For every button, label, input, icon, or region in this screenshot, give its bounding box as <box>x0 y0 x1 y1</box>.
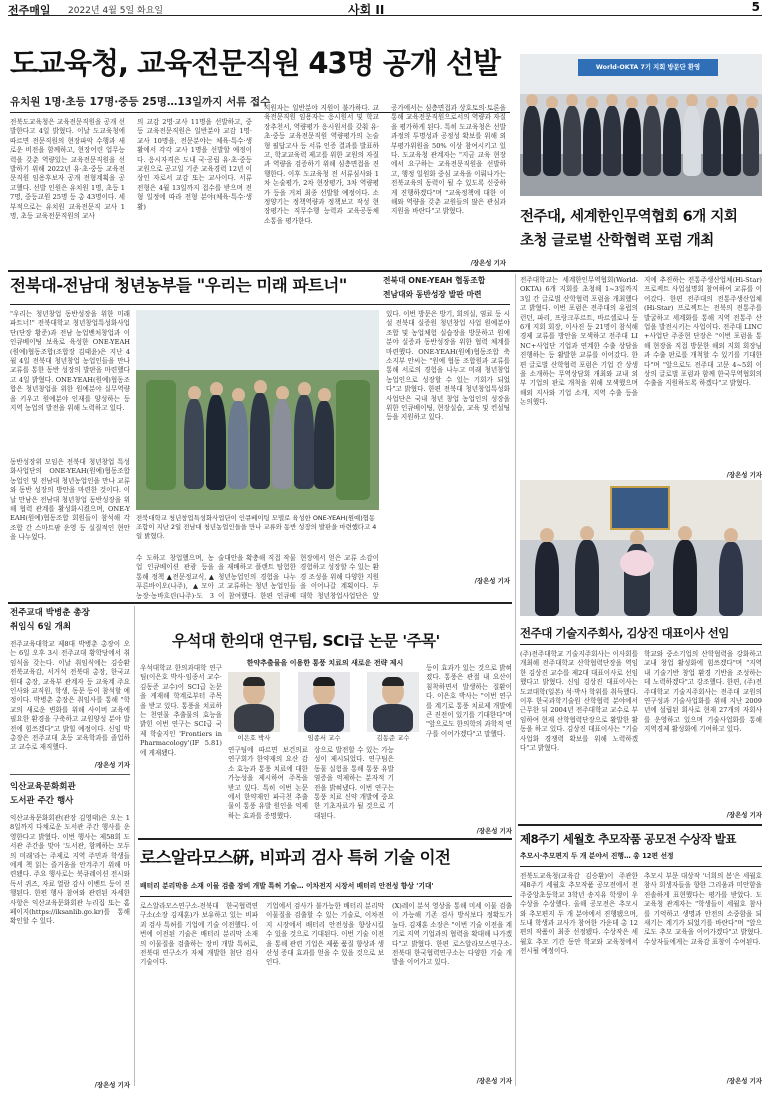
a7-portrait-1 <box>228 672 280 732</box>
a7-col4: 등이 효과가 있는 것으로 밝혀졌다. 통풍은 관절 내 요산이 침착하면서 발생하는 질환이다. 이은호 박사는 "이번 연구를 계기로 통풍 치료제 개발에 큰 진전이 있기를 기대한다"며 "앞으로도 한의학의 과학적 연구를 이어가겠다"고 말했다. <box>426 664 512 738</box>
a2-welcome-banner: World-OKTA 7기 지회 방문단 환영 <box>578 59 718 76</box>
a3-headline: 전북대-전남대 청년농부들 "우리는 미래 파트너" <box>10 276 347 295</box>
a4-byline: /장은성 기자 <box>94 761 130 769</box>
masthead <box>8 0 762 16</box>
a1-col2: 의 교감 2명·교사 11명을 선발하고, 중등 교육전문직원은 일반분야 교감 1명·교사 10명을, 전문분야는 체육·특수·생활에서 각각 교사 1명을 선발할 예정이다. 응시자격은 도내 국·공립 유·초·중등 교원으로 공고일 기준 교육경력 12년 이상인 자로서 교감 또는 교사이다. 서류 전형은 4월 13일까지 접수를 받으며 전형 일정에 따라 전형 분야(체육·특수·생활) <box>137 118 252 211</box>
a3-col3: 있다. 이번 방문은 방기, 회의실, 염료 등 시설 전북대 실증원 청년창업 사업 원예분야 조합 및 농업체험 실습장을 방문하고 원예분야 실증과 동반성장을 위한 협력 체계를 마련했다. ONE-YEAH(원예)협동조합 축소지부 안씨는 "원예 협동 조합원과 교류를 통해 서로의 경험을 나누고 미래 청년창업 농업인으로 성장할 수 있는 기회가 되었다"고 밝혔다. 한편 전북대 청년창업특성화사업단은 국내 청년 창업 농업인의 성장을 위한 인큐베이팅, 현장실습, 교육 및 컨설팅 등을 지원하고 있다. <box>386 310 510 422</box>
newspaper-logo: 전주매일 <box>8 4 51 17</box>
a7-byline: /장은성 기자 <box>476 827 512 835</box>
a3-col-b3: 현장에서 얻은 교류 소감이 경험하고 성장할 수 있는 환경 조성을 위해 다양한 지원을 이어나갈 계획이다. 두 대학 청년창업사업단은 앞 <box>300 554 379 600</box>
a9-headline: 제8주기 세월호 추모작품 공모전 수상작 발표 <box>520 832 736 846</box>
section-divider-1 <box>8 270 762 272</box>
a2-col1: 전주대학교는 세계한인무역협회(World-OKTA) 6개 지회를 초청해 1~3일까지 3일 간 글로벌 산학협력 포럼을 개최했다고 밝혔다. 이번 포럼은 전주대의 유럽의 런던, 파리, 프랑크푸르트, 바르셀로나 등 6개 지회 회장, 이사진 등 21명이 참석해 경제 교류를 방안을 모색하고 전주대 LINC+사업단 기업과 연계한 수출 상담을 진행하는 등 활발한 교류를 이어갔다. 한편 글로벌 산학협력 포럼은 기업 간 상생을 소개하는 무역상담회 개최와 교내 외부 기업의 판로 개척을 위해 모색했으며 해외 지사와 기업 소개, 지역 수출 등을 논의했다. <box>520 276 638 407</box>
a8-headline: 로스알라모스硏, 비파괴 검사 특허 기술 이전 <box>140 848 451 867</box>
a2-headline-2: 초청 글로벌 산학협력 포럼 개최 <box>520 233 714 249</box>
a7-portrait-2 <box>298 672 350 732</box>
a9-subhead: 추모시·추모편지 두 개 분야서 진행… 총 12편 선정 <box>520 852 674 860</box>
a6-col2: 학교와 중소기업의 산학협력을 강화하고 교내 창업 활성화에 힘쓰겠다"며 "지역 내 기술기반 창업 환경 기반을 조성하는데 노력하겠다"고 강조했다. 한편, (주)전주대학교 기술지주회사는 전주대 교원의 연구성과 기술사업화를 위해 지난 2009년에 설립된 회사로 현재 27개의 자회사를 운영하고 있으며 기술사업화를 통해 지역경제 활성화에 기여하고 있다. <box>644 650 762 734</box>
a3-rule <box>10 304 510 305</box>
a4-a5-divider <box>10 774 130 775</box>
a7-portrait-3 <box>367 672 419 732</box>
a6-headline: 전주대 기술지주회사, 김상진 대표이사 선임 <box>520 626 729 640</box>
a6-col1: (주)전주대학교 기술지주회사는 이사회를 개최해 전주대학교 산학협력단장을 역임한 김상진 교수를 제2대 대표이사로 선임했다고 밝혔다. 신임 김상진 대표이사는 도쿄대학(일본) 석·박사 학위를 취득했다. 이후 한국과학기술원 산학협력 분야에서 근무한 뒤 2004년 전주대학교 교수로 부임하여 현재 산학협력단장으로 활발한 활동을 하고 있다. 김상진 대표이사는 "기술사업화 경쟁력 확보를 위해 노력하겠다"고 밝혔다. <box>520 650 638 753</box>
a5-subhead: 도서관 주간 행사 <box>10 796 74 806</box>
a7-headline: 우석대 한의대 연구팀, SCI급 논문 '주목' <box>172 632 440 650</box>
a3-col-b2: 술대안을 확충해 직접 작물을 재배하고 플랜트 탐험한 청년농업인의 경험을 나누고 교류하는 청년 농업인들이 참여했다. 한편 인큐베 <box>218 554 296 600</box>
a3-photo <box>136 310 379 510</box>
a3-photo-caption: 전북대학교 청년창업특성화사업단이 인큐베이팅 모델로 육성한 ONE-YEAH(원예)협동조합이 지난 2일 전남대 청년농업인들을 만나 교류와 동반 성장의 발판을 마련했다고 4일 밝혔다. <box>136 514 377 540</box>
a3-col1: "우리는 청년창업 동반성장을 위한 미래 파트너!" 전북대학교 청년창업특성화사업단(단장 황준)과 전남 농업벤처창업과 이 인큐베이팅 보육로 육성한 ONE-YEAH(원예)협동조합(조합장 김태윤)은 지난 4월 4일 전북대 청년창업 농업인들을 만나 교류를 통한 동반 성장의 발판을 마련했다고 4일 밝혔다. ONE-YEAH(원예)협동조합은 청년창업을 위한 원예분야 실무역량을 키우고 원예분야 인재를 양성하는 등 지역 농업의 발전을 위해 노력하고 있다. <box>10 310 130 413</box>
a5-byline: /장은성 기자 <box>94 1081 130 1089</box>
a4-headline: 전주교대 박병춘 총장 <box>10 608 90 618</box>
a4-body: 전주교육대학교 제8대 박병춘 총장이 오는 6일 오후 3시 전주교대 황학당에서 취임식을 갖는다. 이날 취임식에는 김승환 전북교육감, 서거석 전북대 총장, 한국교원대 총장, 교육부 관계자 등 교육계 주요 인사와 교직원, 학생, 동문 등이 참석할 예정이다. 박병춘 총장은 취임사를 통해 "학교의 새로운 변화를 위해 사이버 교육에 필요한 환경을 구축하고 교원양성 분야 발전에 힘쓰겠다"고 밝힐 예정이다. 신임 박 총장은 전주교대 초등 교육학과를 졸업하고 교수로 재직했다. <box>10 640 130 752</box>
a3-side-head-2: 전남대와 동반성장 발판 마련 <box>383 290 482 299</box>
section-title: 사회 II <box>348 3 385 17</box>
a4-subhead: 취임식 6일 개최 <box>10 622 72 632</box>
section-divider-2 <box>8 602 512 604</box>
col-divider-right <box>515 274 516 1086</box>
section-divider-3 <box>138 838 512 840</box>
a7-portrait-1-caption: 이은호 박사 <box>237 734 271 742</box>
a9-col2: 추모시 부문 대상작 '너희의 봄'은 세월호 참사 희생자들을 향한 그리움과 미안함을 진솔하게 표현했다는 평가를 받았다. 도교육청 관계자는 "학생들이 세월호 참사를 기억하고 생명과 안전의 소중함을 되새기는 계기가 되었기를 바란다"며 "앞으로도 추모 교육을 이어가겠다"고 밝혔다. 수상자들에게는 교육감 표창이 수여된다. <box>644 872 762 946</box>
a5-body: 익산교육문화회관(관장 김영태)은 오는 18일까지 다채로운 도서관 주간 행사를 운영한다고 밝혔다. 이번 행사는 제58회 도서관 주간을 맞아 '도서관, 함께하는 모두의 미래'라는 주제로 지역 주민과 학생들에게 책 읽는 즐거움을 안겨주기 위해 마련됐다. 주요 행사로는 북큐레이션 전시와 독서 퀴즈, 자료 열람 감사 이벤트 등이 진행된다. 한편 행사 참여와 관련된 자세한 사항은 익산교육문화회관 누리집 또는 홈페이지(https://iksanlib.go.kr)를 통해 확인할 수 있다. <box>10 814 130 926</box>
a6-photo <box>520 480 762 616</box>
a8-subhead: 배터리 분리막용 소재 이물 검출 장비 개발 특허 기술… 이차전지 시장서 배터리 안전성 향상 '기대' <box>140 882 434 890</box>
a2-byline: /장은성 기자 <box>726 471 762 479</box>
a7-col1: 우석대학교 한의과대학 연구팀(이은호 박사·임종서 교수·김동준 교수)이 SCI급 논문을 게재해 학계로부터 주목을 받고 있다. 통풍을 치료하는 천연물 추출물의 효능을 밝힌 이번 연구는 SCI급 국제 학술지인 'Frontiers in Pharmacology'(IF 5.81)에 게재됐다. <box>140 664 222 757</box>
a3-side-head-1: 전북대 ONE-YEAH 협동조합 <box>383 276 486 285</box>
a7-portrait-2-caption: 임종서 교수 <box>307 734 341 742</box>
a9-col1: 전북도교육청(교육감 김승환)이 주관한 제8주기 세월호 추모작품 공모전에서 전주중앙초등학교 3학년 송지유 학생이 우수상을 수상했다. 올해 공모전은 추모시와 추모편지 두 개 분야에서 진행됐으며, 도내 학생과 교사가 참여한 가운데 총 12편의 작품이 최종 선정됐다. 수상작은 세월호 추모 기간 동안 학교와 교육청에서 전시될 예정이다. <box>520 872 638 956</box>
a8-rule <box>140 896 512 897</box>
a7-portrait-3-caption: 김동준 교수 <box>376 734 410 742</box>
a2-photo <box>520 54 762 196</box>
a1-headline: 도교육청, 교육전문직원 43명 공개 선발 <box>10 46 500 80</box>
a1-col3: 지원자는 일반분야 지원이 불가하다. 교육전문직원 임용자는 응시원서 및 학교장추천서, 역량평가 응시원서를 갖춰 유·초·중등 교육전문직원 역량평가의 논술형 필답고사 등 서류 인증 결과를 발표하고, 학교교육력 제고를 위한 교원의 자질과 역량을 검증하기 위해 심층면접을 진행한다. 이후 도교육청 전 서류심사와 1차 논술평가, 2차 현장평가, 3차 역량평가 등을 거쳐 최종 선발할 예정이다. 소정양기는 정책역량과 정책보고 작성 현장평가는 직무수행 능력과 교육공동체 소통을 평가한다. <box>264 104 379 225</box>
col-divider-left <box>134 606 135 1086</box>
a7-subhead: 한약추출물을 이용한 통풍 치료의 새로운 전략 제시 <box>246 659 404 667</box>
issue-date: 2022년 4월 5일 화요일 <box>68 6 164 16</box>
a2-headline-1: 전주대, 세계한인무역협회 6개 지회 <box>520 209 738 225</box>
a1-col4: 공가에서는 심층면접과 상호토의·토론을 통해 교육전문직원으로서의 역량과 자질을 평가하게 된다. 특히 도교육청은 선발과정의 투명성과 공정성 확보를 위해 외부평가위원을 50% 이상 참여시키고 있다. 도교육청 관계자는 "지금 교육 현장에서 요구하는 교육전문직원을 선발하고, 행정 일원화 중심 교육을 이뤄나가는 전북교육의 동력이 될 수 있도록 신중하게 진행하겠다"며 "교육정책에 대한 이해와 역량을 갖춘 교원들의 많은 관심과 지원을 바란다"고 밝혔다. <box>391 104 506 216</box>
a8-col2: 기업에서 검사가 불가능한 배터리 분리막 이물질을 검출할 수 있는 기술로, 이차전지 시장에서 배터리 안전성을 향상시킬 수 있을 것으로 기대된다. 이번 기술 이전을 통해 관련 기업은 제품 품질 향상과 생산성 증대 효과를 얻을 수 있을 것으로 보인다. <box>266 902 384 967</box>
a6-rule <box>520 644 762 645</box>
a1-col1: 전북도교육청은 교육전문직원을 공개 선발한다고 4일 밝혔다. 이날 도교육청에 따르면 전문직원의 현장파악 수행과 새로운 비전을 함께하고, 현장어린 업무능력을 갖춘 역량있는 교육전문직원을 선발하기 위해 2022년 유·초·중등 교육전문직원 임용후보자 공개 전형계획을 공고했다. 선발 인원은 유치원 1명, 초등 17명, 중등교원 25명 등 총 43명이다. 세부적으로는 유치원 교육전문직 교사 1명, 초등 교육전문직원의 교사 <box>10 118 125 221</box>
a3-byline: /장은성 기자 <box>474 577 510 585</box>
a3-col2: 동반성장위 모임은 전북대 청년창업 특성화사업단의 ONE-YEAH(원예)협동조합 농업인 및 전남대 청년농업인을 만나 교류와 동반 성장의 방안을 마련한 것이다. 이날 만남은 전남대 청년창업 동반성장을 위해 협력 관계를 활성화시켰으며, ONE-YEAH(원예)협동조합 회원들이 참석해 각 조합 간 스마트팜 운영 등 실질적인 현안을 나누었다. <box>10 458 130 542</box>
a1-byline: /장은성 기자 <box>470 259 506 267</box>
a9-rule <box>520 866 762 867</box>
a2-col2: 지에 추진하는 전통주생산업체(Hi-Star) 프로젝트 사업설명회 참여하여 교류를 이어갔다. 한편 전주대의 전통주생산업체(Hi-Star) 프로젝트는 전북의 전통주를 발굴하고 세계화를 통해 지역 전통주 산업을 발전시키는 사업이다. 전주대 LINC+사업단 주종현 단장은 "이번 포럼을 통해 현장을 직접 방문한 해외 지회 회장님과 수출 판로를 개척할 수 있기를 기대한다"며 "앞으로도 전주대 고문 4~5회 이상의 글로벌 포럼과 함께 한국무역협회의 수출을 지원하도록 하겠다"고 밝혔다. <box>644 276 762 388</box>
a9-byline: /장은성 기자 <box>726 1077 762 1085</box>
a7-col3: 상으로 발전할 수 있는 가능성이 제시되었다. 연구팀은 동물 실험을 통해 통풍 유발 염증을 억제하는 분자적 기전을 밝혀냈다. 이번 연구는 통풍 치료 신약 개발에 중요한 기초자료가 될 것으로 기대된다. <box>314 746 394 820</box>
a8-col3: (X)레이 분석 영상을 통해 미세 이물 검출이 가능해 기존 검사 방식보다 정확도가 높다. 김재훈 소장은 "이번 기술 이전을 계기로 지역 기업과의 협력을 확대해 나가겠다"고 밝혔다. 한편 로스알라모스연구소-전북대 한국협력연구소는 다양한 기술 개발을 이어가고 있다. <box>392 902 512 967</box>
a5-headline: 익산교육문화회관 <box>10 782 76 792</box>
section-divider-4 <box>518 824 762 826</box>
a6-byline: /장은성 기자 <box>726 811 762 819</box>
a3-col-b1: 수 도하고 창업했으며, 농업 인큐베이션 관광 등을 통해 정책 ▲전문정교식, ▲푸른바이오(나주), ▲모아농장·농바흐린(나주)·도 3 <box>136 554 214 600</box>
a1-subhead: 유치원 1명·초등 17명·중등 25명…13일까지 서류 접수 <box>10 96 271 108</box>
page-number: 5 <box>751 0 760 14</box>
a7-col2: 연구팀에 따르면 보건의료 연구회가 한약재의 요산 감소 효능과 통풍 치료에 대한 가능성을 제시하여 주목을 받고 있다. 특히 이번 논문에서 한약재인 파극천 추출물이 통풍 유발 원인을 억제하는 효과를 증명했다. <box>228 746 308 820</box>
a8-col1: 로스알라모스연구소-전북대 한국협력연구소(소장 김재훈)가 보유하고 있는 비파괴 검사 특허를 기업에 기술 이전했다. 이번에 이전된 기술은 배터리 분리막 소재의 이물질을 검출하는 장비 개발 특허로, 전북대 연구소가 자체 개발한 첨단 검사 기술이다. <box>140 902 258 967</box>
a8-byline: /장은성 기자 <box>476 1077 512 1085</box>
